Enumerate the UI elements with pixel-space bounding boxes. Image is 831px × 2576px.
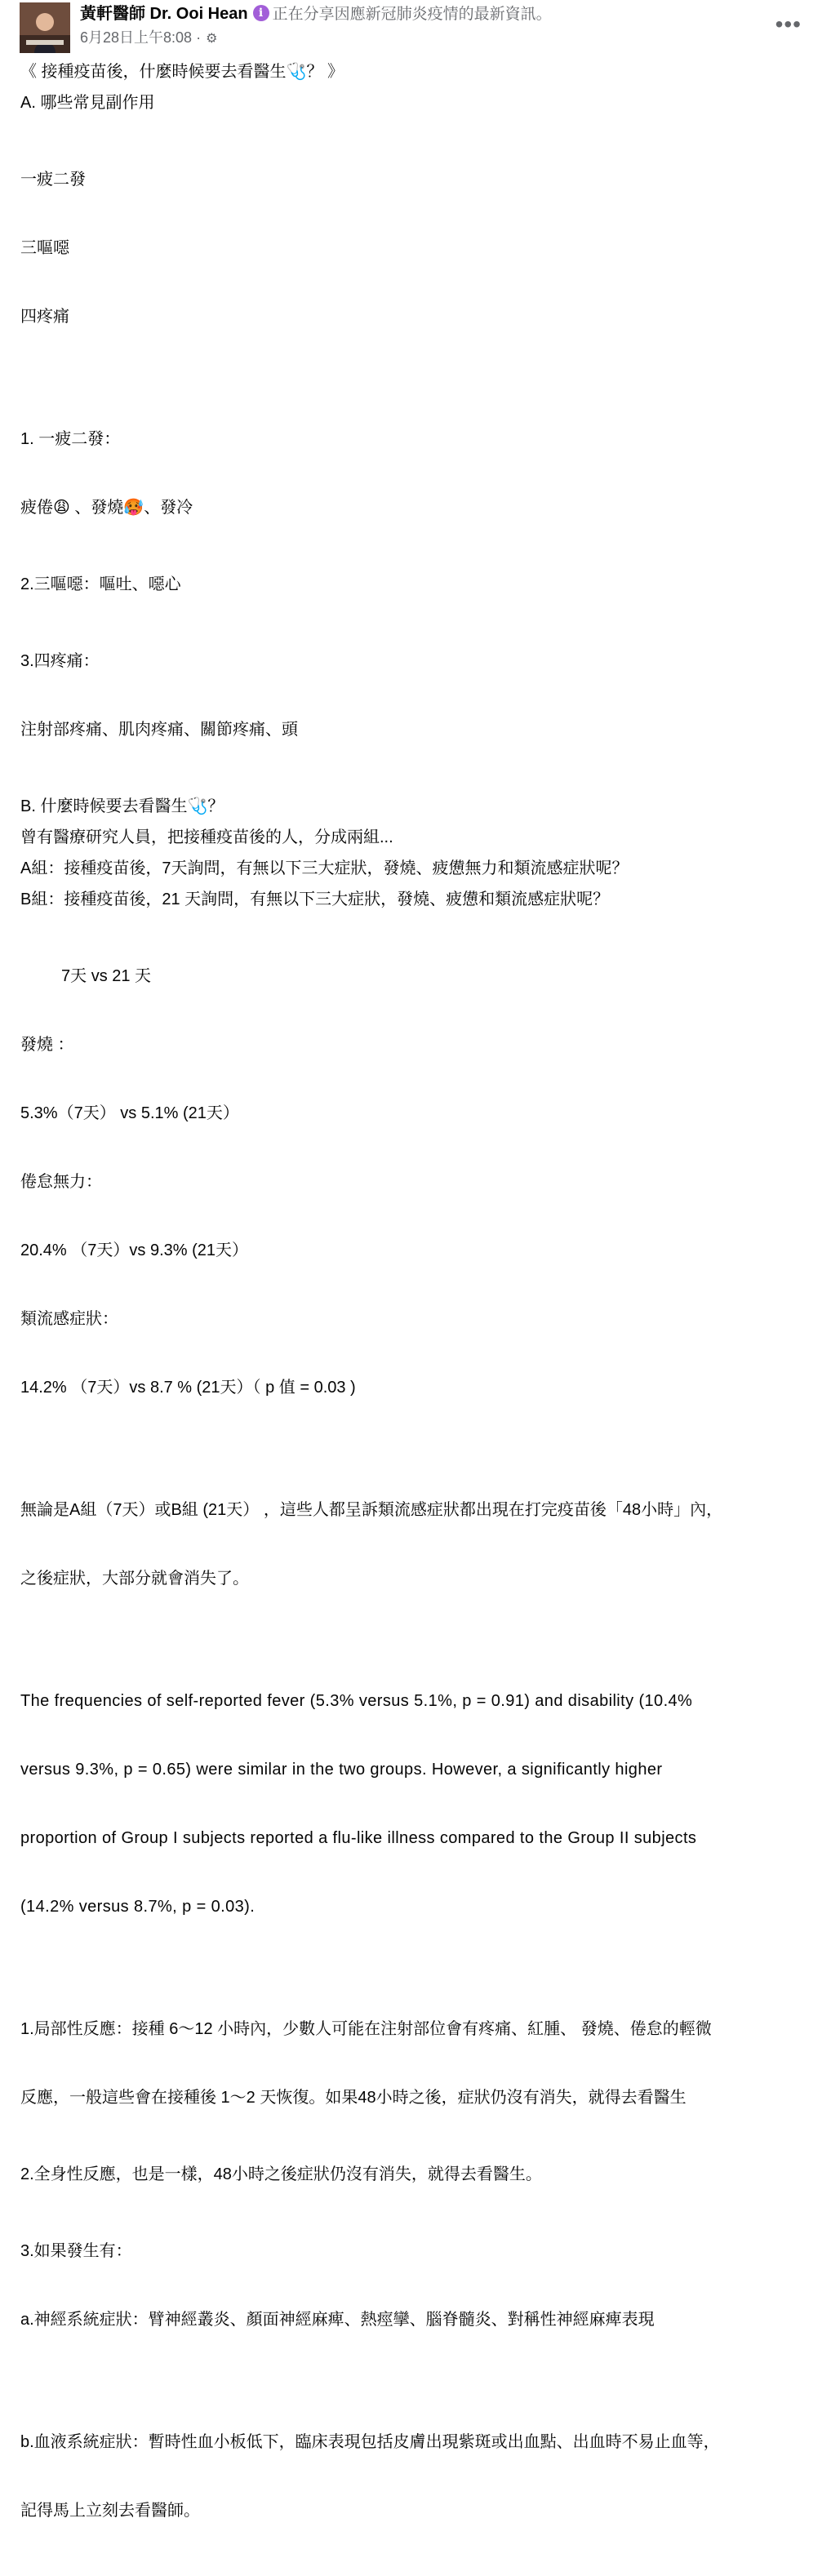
post-content	[20, 60, 816, 2576]
item-2: 2.三嘔噁：嘔吐、噁心	[20, 575, 181, 593]
item-1-title: 1. 一疲二發：	[20, 430, 121, 448]
blood-symptoms-line: 記得馬上立刻去看醫師。	[20, 2502, 200, 2520]
local-reaction-line: 反應，一般這些會在接種後 1～2 天恢復。如果48小時之後，症狀仍沒有消失，就得去看醫生	[20, 2089, 687, 2107]
post-meta	[80, 28, 217, 49]
item-3	[20, 604, 816, 787]
section-b-heading: B. 什麼時候要去看醫生🩺？	[20, 797, 224, 815]
author-avatar[interactable]	[20, 2, 70, 53]
flu-values: 14.2% （7天）vs 8.7 % (21天）（ p 值 = 0.03 )	[20, 1379, 356, 1397]
summary-list	[20, 122, 816, 374]
item-3-title: 3.四疼痛：	[20, 652, 100, 670]
conclusion-line: 之後症狀，大部分就會消失了。	[20, 1570, 249, 1588]
summary-line: 四疼痛	[20, 308, 69, 326]
summary-line: 三嘔噁	[20, 239, 69, 257]
fatigue-values: 20.4% （7天）vs 9.3% (21天）	[20, 1241, 248, 1259]
section-a-heading: A. 哪些常見副作用	[20, 94, 155, 112]
neuro-symptoms: a.神經系統症狀：臂神經叢炎、顏面神經麻痺、熱痙攣、腦脊髓炎、對稱性神經麻痺表現	[20, 2311, 655, 2329]
english-line: versus 9.3%, p = 0.65) were similar in the two groups. However, a significantly higher	[20, 1761, 663, 1779]
local-reaction	[20, 1972, 816, 2155]
if-occurs	[20, 2194, 816, 2377]
info-icon	[253, 5, 269, 21]
study-intro: 曾有醫療研究人員，把接種疫苗後的人，分成兩組...	[20, 828, 393, 846]
conclusion-line: 無論是A組（7天）或B組 (21天） ，這些人都呈訴類流感症狀都出現在打完疫苗後「48小時」內，	[20, 1501, 723, 1519]
english-line: The frequencies of self-reported fever (5.3% versus 5.1%, p = 0.91) and disability (10.4%	[20, 1692, 693, 1710]
more-options-icon[interactable]: •••	[775, 11, 802, 37]
group-a-text: A組：接種疫苗後，7天詢問，有無以下三大症狀，發燒、疲憊無力和類流感症狀呢？	[20, 859, 629, 877]
item-1-body: 疲倦😩 、發燒🥵、發冷	[20, 499, 193, 517]
if-occurs-title: 3.如果發生有：	[20, 2242, 132, 2260]
comparison-block	[20, 919, 816, 1445]
author-line	[80, 3, 552, 25]
fever-values: 5.3%（7天） vs 5.1% (21天）	[20, 1104, 239, 1122]
blood-symptoms	[20, 2385, 816, 2568]
local-reaction-line: 1.局部性反應：接種 6～12 小時內，少數人可能在注射部位會有疼痛、紅腫、 發燒、倦怠的輕微	[20, 2020, 712, 2038]
post-timestamp[interactable]: 6月28日上午8:08 ·	[80, 29, 202, 46]
post-header	[0, 0, 831, 52]
author-name[interactable]: 黃軒醫師 Dr. Ooi Hean	[80, 5, 248, 23]
avatar-photo	[20, 2, 70, 53]
gear-icon[interactable]: ⚙	[206, 32, 218, 46]
systemic-reaction: 2.全身性反應，也是一樣，48小時之後症狀仍沒有消失，就得去看醫生。	[20, 2165, 542, 2183]
english-summary	[20, 1644, 816, 1964]
item-1	[20, 382, 816, 565]
english-line: (14.2% versus 8.7%, p = 0.03).	[20, 1898, 256, 1916]
fever-label: 發燒 ：	[20, 1036, 74, 1054]
fatigue-label: 倦怠無力：	[20, 1173, 102, 1191]
activity-text: 正在分享因應新冠肺炎疫情的最新資訊。	[272, 6, 552, 23]
post-title: 《 接種疫苗後，什麼時候要去看醫生🩺？ 》	[20, 63, 344, 81]
conclusion	[20, 1453, 816, 1636]
blood-symptoms-line: b.血液系統症狀：暫時性血小板低下，臨床表現包括皮膚出現紫斑或出血點、出血時不易止血等，	[20, 2433, 720, 2451]
comparison-header: 7天 vs 21 天	[20, 967, 152, 985]
item-3-body: 注射部疼痛、肌肉疼痛、關節疼痛、頭	[20, 721, 298, 739]
english-line: proportion of Group I subjects reported a flu-like illness compared to the Group II subjects	[20, 1829, 697, 1847]
summary-line: 一疲二發	[20, 171, 86, 189]
flu-label: 類流感症狀：	[20, 1310, 118, 1328]
group-b-text: B組：接種疫苗後，21 天詢問，有無以下三大症狀，發燒、疲憊和類流感症狀呢？	[20, 890, 610, 908]
